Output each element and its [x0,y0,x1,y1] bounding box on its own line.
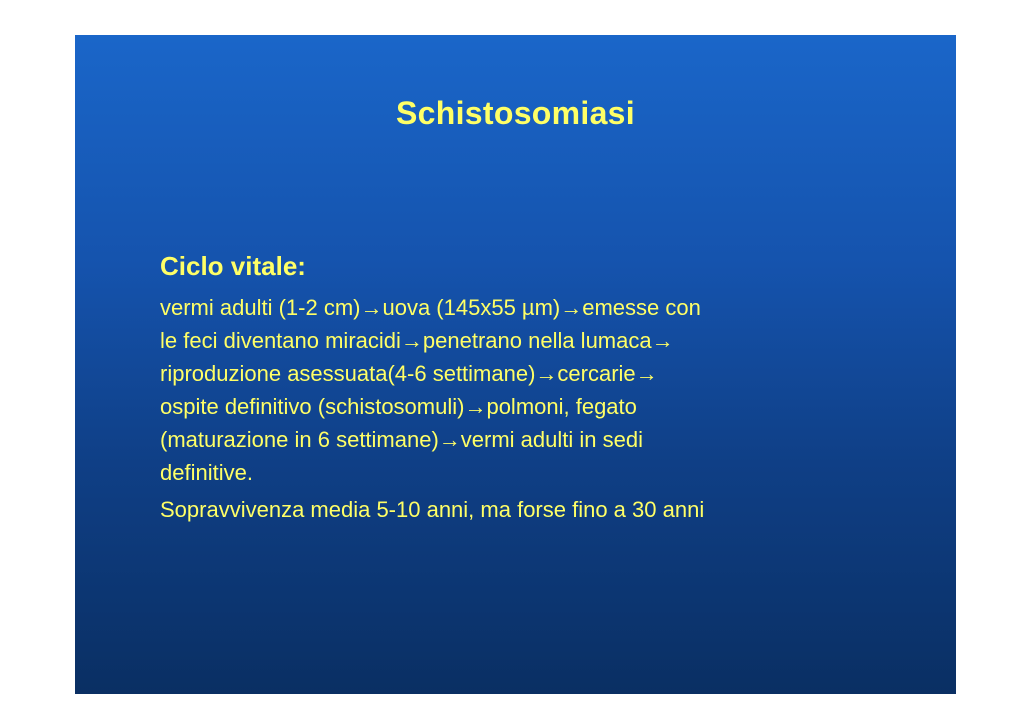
body-line: vermi adulti (1-2 cm)→uova (145x55 µm)→emesse con [160,295,701,320]
body-line: riproduzione asessuata(4-6 settimane)→cercarie→ [160,361,658,386]
section-heading: Ciclo vitale: [160,251,306,281]
body-line: le feci diventano miracidi→penetrano nella lumaca→ [160,328,674,353]
body-line: ospite definitivo (schistosomuli)→polmoni, fegato [160,394,637,419]
slide-body [160,291,920,526]
body-line-survival: Sopravvivenza media 5-10 anni, ma forse fino a 30 anni [160,497,705,522]
body-line: (maturazione in 6 settimane)→vermi adulti in sedi [160,427,643,452]
slide-title: Schistosomiasi [396,95,635,131]
slide [75,35,956,694]
body-line: definitive. [160,460,253,485]
